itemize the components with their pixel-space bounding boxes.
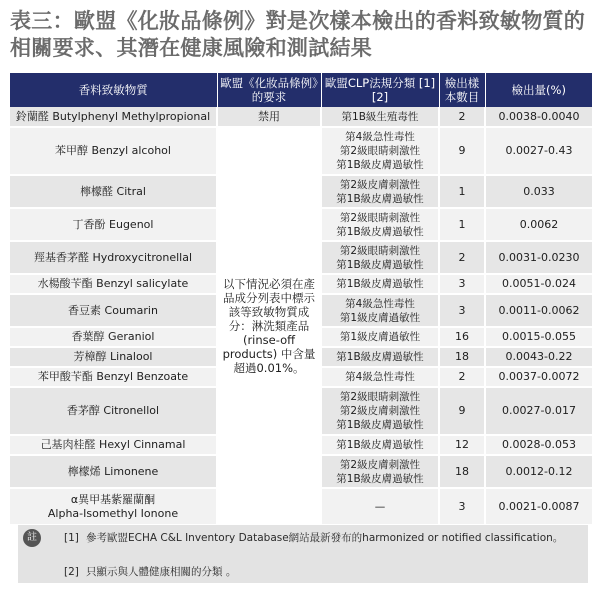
classification-cell: 第2級眼睛刺激性 第2級皮膚刺激性 第1B級皮膚過敏性 <box>321 387 439 435</box>
detected-amount-cell: 0.033 <box>485 175 592 208</box>
substance-cell: 芳樟醇 Linalool <box>10 347 217 367</box>
header-detected-amount: 檢出量(%) <box>485 73 592 107</box>
classification-cell: 第2級皮膚刺激性 第1B級皮膚過敏性 <box>321 175 439 208</box>
classification-cell: — <box>321 488 439 525</box>
sample-count-cell: 2 <box>439 241 485 274</box>
detected-amount-cell: 0.0031-0.0230 <box>485 241 592 274</box>
classification-cell: 第2級皮膚刺激性 第1B級皮膚過敏性 <box>321 455 439 488</box>
substance-cell: 香葉醇 Geraniol <box>10 327 217 347</box>
detected-amount-cell: 0.0037-0.0072 <box>485 367 592 387</box>
substance-cell: 鈴蘭醛 Butylphenyl Methylpropional <box>10 107 217 127</box>
classification-cell: 第2級眼睛刺激性 第1B級皮膚過敏性 <box>321 208 439 241</box>
sample-count-cell: 16 <box>439 327 485 347</box>
table-row <box>10 127 592 175</box>
detected-amount-cell: 0.0038-0.0040 <box>485 107 592 127</box>
classification-cell: 第4級急性毒性 <box>321 367 439 387</box>
fragrance-allergen-table <box>10 73 592 526</box>
sample-count-cell: 3 <box>439 274 485 294</box>
substance-cell: α異甲基紫羅蘭酮 Alpha-Isomethyl Ionone <box>10 488 217 525</box>
detected-amount-cell: 0.0012-0.12 <box>485 455 592 488</box>
footnote-tag: [2] <box>64 566 79 578</box>
sample-count-cell: 3 <box>439 294 485 327</box>
classification-cell: 第1B級皮膚過敏性 <box>321 435 439 455</box>
sample-count-cell: 18 <box>439 347 485 367</box>
detected-amount-cell: 0.0015-0.055 <box>485 327 592 347</box>
classification-cell: 第4級急性毒性 第1級皮膚過敏性 <box>321 294 439 327</box>
shared-requirement-cell: 以下情況必須在產品成分列表中標示該等致敏物質成分：淋洗類產品 (rinse-off products) 中含量超過0.01%。 <box>217 127 321 525</box>
detected-amount-cell: 0.0021-0.0087 <box>485 488 592 525</box>
substance-cell: 己基肉桂醛 Hexyl Cinnamal <box>10 435 217 455</box>
detected-amount-cell: 0.0028-0.053 <box>485 435 592 455</box>
footnote-1 <box>64 531 574 545</box>
footnote-text: 參考歐盟ECHA C&L Inventory Database網站最新發布的harmonized or notified classification。 <box>86 532 564 544</box>
classification-cell: 第1B級皮膚過敏性 <box>321 347 439 367</box>
substance-cell: 香豆素 Coumarin <box>10 294 217 327</box>
classification-cell: 第4級急性毒性 第2級眼睛刺激性 第1B級皮膚過敏性 <box>321 127 439 175</box>
sample-count-cell: 12 <box>439 435 485 455</box>
note-badge: 註 <box>23 529 41 547</box>
footnote-tag: [1] <box>64 532 79 544</box>
classification-cell: 第1B級生殖毒性 <box>321 107 439 127</box>
table-row <box>10 107 592 127</box>
header-eu-requirement: 歐盟《化妝品條例》的要求 <box>217 73 321 107</box>
table-header-row <box>10 73 592 107</box>
table-body <box>10 107 592 525</box>
detected-amount-cell: 0.0051-0.024 <box>485 274 592 294</box>
header-sample-count: 檢出樣本數目 <box>439 73 485 107</box>
detected-amount-cell: 0.0027-0.43 <box>485 127 592 175</box>
detected-amount-cell: 0.0011-0.0062 <box>485 294 592 327</box>
substance-cell: 苯甲醇 Benzyl alcohol <box>10 127 217 175</box>
substance-cell: 丁香酚 Eugenol <box>10 208 217 241</box>
requirement-cell: 禁用 <box>217 107 321 127</box>
sample-count-cell: 3 <box>439 488 485 525</box>
footnotes-panel <box>18 525 588 583</box>
substance-cell: 水楊酸苄酯 Benzyl salicylate <box>10 274 217 294</box>
header-substance: 香料致敏物質 <box>10 73 217 107</box>
detected-amount-cell: 0.0027-0.017 <box>485 387 592 435</box>
sample-count-cell: 9 <box>439 387 485 435</box>
sample-count-cell: 2 <box>439 367 485 387</box>
substance-cell: 香茅醇 Citronellol <box>10 387 217 435</box>
header-clp-classification: 歐盟CLP法規分類 [1] [2] <box>321 73 439 107</box>
classification-cell: 第1B級皮膚過敏性 <box>321 274 439 294</box>
page-title: 表三：歐盟《化妝品條例》對是次樣本檢出的香料致敏物質的相關要求、其潛在健康風險和測試結果 <box>10 9 586 60</box>
sample-count-cell: 18 <box>439 455 485 488</box>
sample-count-cell: 1 <box>439 208 485 241</box>
substance-cell: 羥基香茅醛 Hydroxycitronellal <box>10 241 217 274</box>
footnote-2 <box>64 565 236 579</box>
footnote-text: 只顯示與人體健康相關的分類 。 <box>86 566 237 578</box>
substance-cell: 苯甲酸苄酯 Benzyl Benzoate <box>10 367 217 387</box>
classification-cell: 第1級皮膚過敏性 <box>321 327 439 347</box>
substance-cell: 檸檬醛 Citral <box>10 175 217 208</box>
classification-cell: 第2級眼睛刺激性 第1B級皮膚過敏性 <box>321 241 439 274</box>
sample-count-cell: 1 <box>439 175 485 208</box>
sample-count-cell: 9 <box>439 127 485 175</box>
detected-amount-cell: 0.0062 <box>485 208 592 241</box>
sample-count-cell: 2 <box>439 107 485 127</box>
substance-cell: 檸檬烯 Limonene <box>10 455 217 488</box>
detected-amount-cell: 0.0043-0.22 <box>485 347 592 367</box>
